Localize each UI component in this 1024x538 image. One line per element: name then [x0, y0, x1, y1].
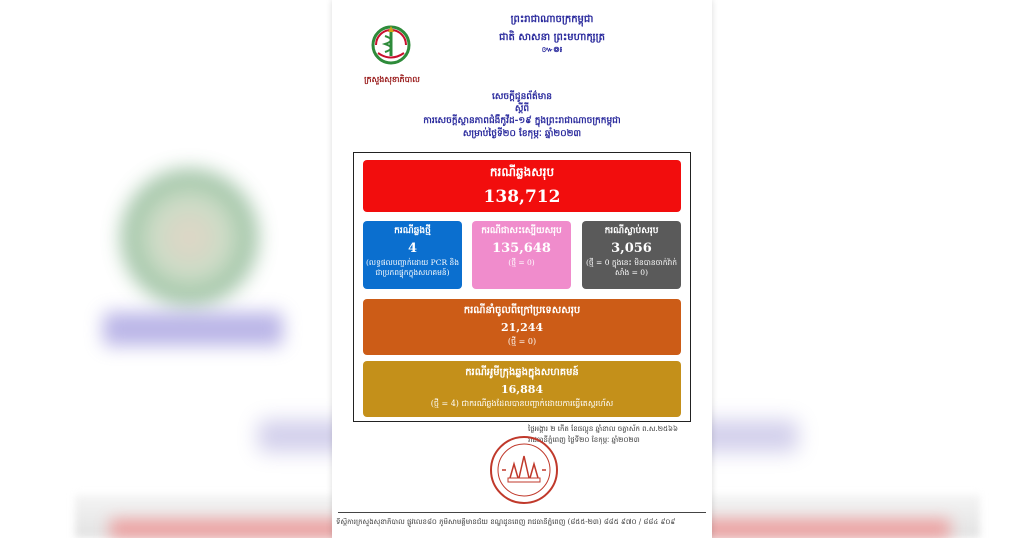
press-release-title: សេចក្តីជូនព័ត៌មាន: [492, 92, 552, 102]
total-cases-value: 138,712: [483, 187, 561, 207]
statistics-panel: [353, 152, 691, 422]
solar-date: រាជធានីភ្នំពេញ ថ្ងៃទី២០ ខែកុម្ភៈ ឆ្នាំ២០២៣: [528, 436, 640, 444]
imported-cases-note: (ថ្មី = 0): [507, 337, 537, 346]
press-release-topic: ការសេចក្តីស្ថានភាពជំងឺកូវីដ-១៩ ក្នុងព្រះរាជាណាចក្រកម្ពុជា: [423, 116, 621, 126]
new-cases-value: 4: [407, 241, 418, 256]
press-release-subject: ស្តីពី: [514, 104, 530, 114]
press-release-date: សម្រាប់ថ្ងៃទី២០ ខែកុម្ភៈ ឆ្នាំ២០២៣: [462, 129, 582, 139]
imported-cases-label: ករណីនាំចូលពីក្រៅប្រទេសសរុប: [463, 305, 581, 316]
blurred-text: [103, 312, 283, 346]
recovered-note: (ថ្មី = 0): [508, 258, 535, 267]
total-cases-label: ករណីឆ្លងសរុប: [489, 165, 555, 179]
ornament-heading: ៚៙៛: [541, 44, 563, 54]
blurred-logo: [122, 170, 257, 305]
motto-heading: ជាតិ សាសនា ព្រះមហាក្សត្រ: [499, 32, 605, 43]
imported-cases-value: 21,244: [500, 321, 544, 334]
community-cases-label: ករណីអូមីក្រុងឆ្លងក្នុងសហគមន៍: [465, 367, 579, 378]
ministry-name: ក្រសួងសុខាភិបាល: [364, 74, 420, 84]
imported-cases-box: [363, 299, 681, 355]
community-cases-box: [363, 361, 681, 417]
community-cases-note: (ថ្មី = 4) ជាករណីឆ្លងដែលបានបញ្ជាក់ដោយការធ្វើតេស្តរហ័ស: [430, 399, 614, 408]
official-seal-icon: [488, 434, 560, 506]
kingdom-heading: ព្រះរាជាណាចក្រកម្ពុជា: [510, 14, 594, 25]
recovered-value: 135,648: [492, 241, 551, 256]
press-release-document: [332, 0, 712, 538]
deaths-box: [582, 221, 681, 289]
footer-divider: [338, 512, 706, 513]
deaths-value: 3,056: [611, 241, 652, 256]
deaths-label: ករណីស្លាប់សរុប: [604, 226, 659, 236]
new-cases-note: (លទ្ធផលបញ្ជាក់ដោយ PCR និងជាប្រភពផ្ទុកក្នុងសហគមន៍): [366, 258, 460, 277]
deaths-note: (ថ្មី = 0 ក្នុងនេះ មិនបានចាក់វ៉ាក់សាំង = 0): [585, 258, 678, 277]
lunar-date: ថ្ងៃអង្គារ ២ កើត ខែផល្គុន ឆ្នាំខាល ចត្វាស័ក ព.ស.២៥៦៦: [528, 425, 678, 433]
footer-address: ទីស្តីការក្រសួងសុខាភិបាល ផ្លូវលេខ៨០ ភូមិសាមគ្គីមានជ័យ ខណ្ឌដូនពេញ រាជធានីភ្នំពេញ (៨៥៥-២៣) ៨៨៥ ៩៧០ / ៨៨៤ ៩០៩: [336, 518, 676, 526]
new-cases-box: [363, 221, 462, 289]
total-cases-box: [363, 160, 681, 212]
new-cases-label: ករណីឆ្លងថ្មី: [394, 226, 431, 236]
recovered-label: ករណីជាសះស្បើយសរុប: [481, 226, 562, 236]
recovered-box: [472, 221, 571, 289]
community-cases-value: 16,884: [500, 383, 544, 396]
